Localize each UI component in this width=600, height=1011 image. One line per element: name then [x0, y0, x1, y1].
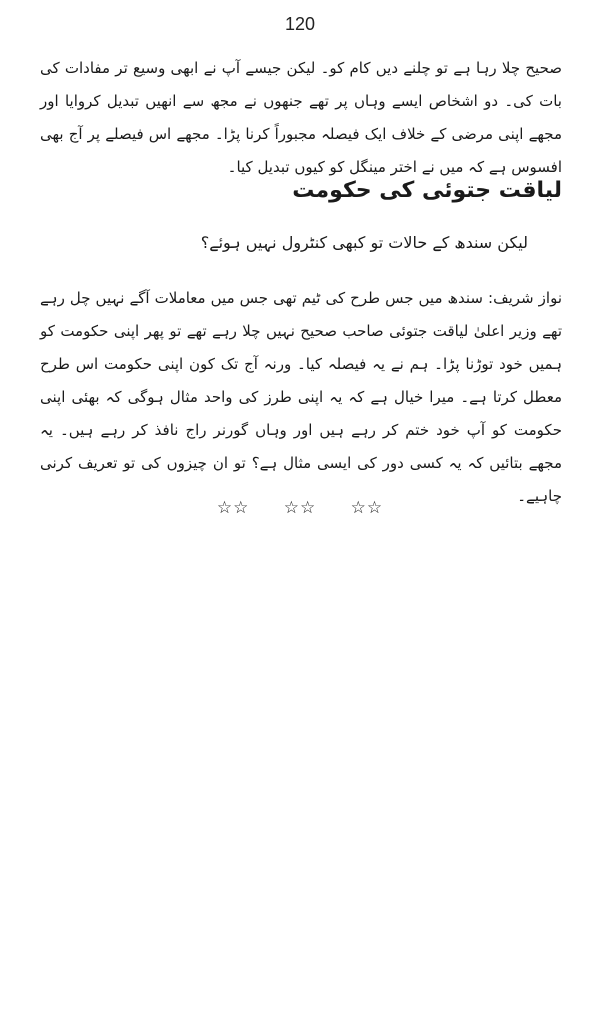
separator-stars-3: ☆☆ [350, 498, 384, 518]
interview-question: لیکن سندھ کے حالات تو کبھی کنٹرول نہیں ہوئے؟ [200, 233, 528, 252]
section-separator [0, 498, 600, 518]
page-number: 120 [284, 14, 316, 34]
paragraph-answer: نواز شریف: سندھ میں جس طرح کی ٹیم تھی جس میں معاملات آگے نہیں چل رہے تھے وزیر اعلیٰ لیاقت جتوئی صاحب صحیح نہیں چلا رہے تھے تو پھر اپنی حکومت کو ہمیں خود توڑنا پڑا۔ ہم نے یہ فیصلہ کیا۔ ورنہ آج تک کون اپنی حکومت اس طرح معطل کرتا ہے۔ میرا خیال ہے کہ یہ اپنی طرز کی واحد مثال ہوگی کہ بھئی اپنی حکومت کو آپ خود ختم کر رہے ہیں اور وہاں گورنر راج نافذ کر رہے ہیں۔ یہ مجھے بتائیں کہ یہ کسی دور کی ایسی مثال ہے؟ تو ان چیزوں کی تو تعریف کرنی چاہیے۔ [40, 289, 562, 505]
separator-stars-2: ☆☆ [283, 498, 317, 518]
paragraph-intro: صحیح چلا رہا ہے تو چلنے دیں کام کو۔ لیکن جیسے آپ نے ابھی وسیع تر مفادات کی بات کی۔ دو اشخاص ایسے وہاں پر تھے جنھوں نے مجھ سے انھیں تبدیل کروایا اور مجھے اپنی مرضی کے خلاف ایک فیصلہ مجبوراً کرنا پڑا۔ مجھے اس فیصلے پر آج بھی افسوس ہے کہ میں نے اختر مینگل کو کیوں تبدیل کیا۔ [40, 59, 562, 176]
section-heading: لیاقت جتوئی کی حکومت [292, 178, 562, 203]
separator-stars-1: ☆☆ [216, 498, 250, 518]
